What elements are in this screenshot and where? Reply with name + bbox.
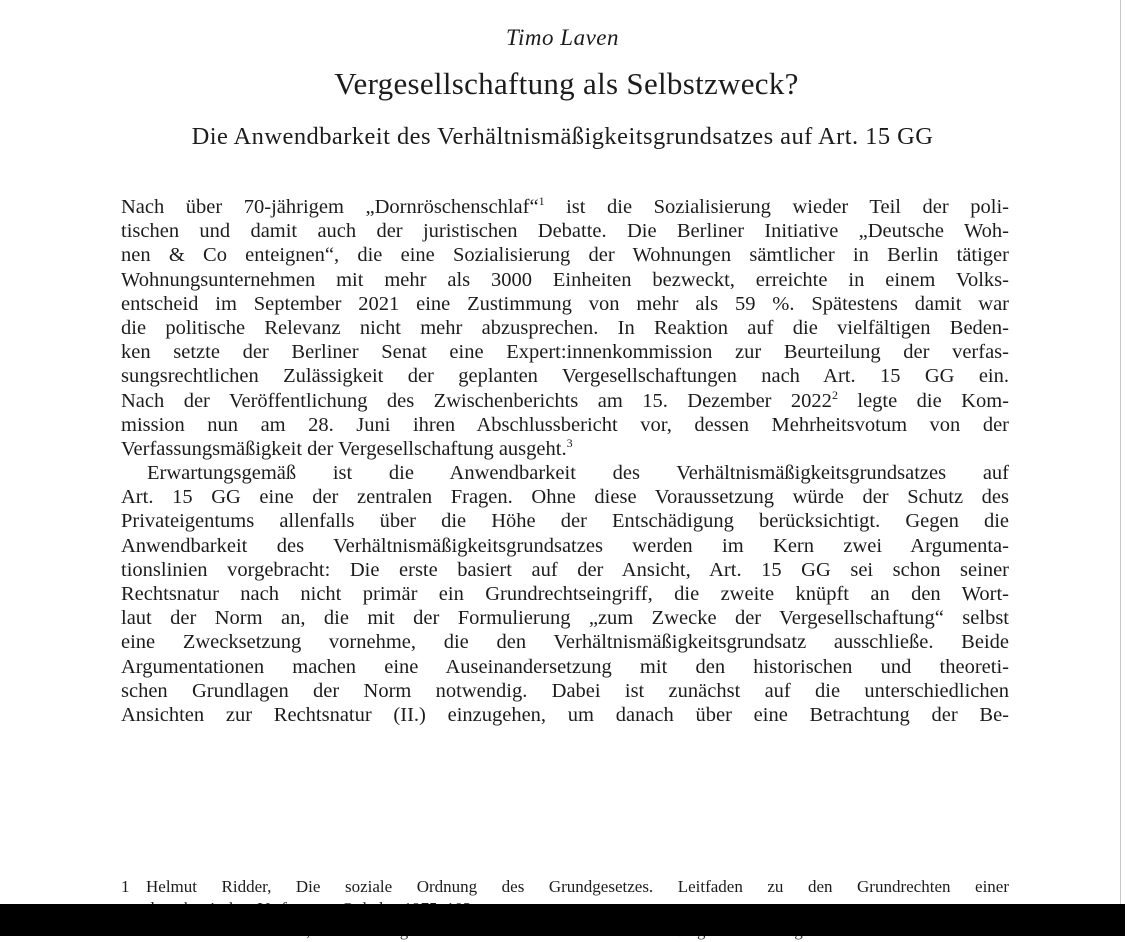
body-line-text: Anwendbarkeit des Verhältnismäßigkeitsgrundsatzes werden im Kern zwei Argumenta- <box>121 534 1009 557</box>
body-line <box>121 534 1009 558</box>
body-line <box>121 437 1009 461</box>
body-line <box>121 606 1009 630</box>
body-line-text: legte die Kom- <box>837 389 1009 412</box>
body-line <box>121 558 1009 582</box>
body-line-text: Verfassungsmäßigkeit der Vergesellschaftung ausgeht. <box>121 437 567 460</box>
body-line <box>121 316 1009 340</box>
body-line-text: laut der Norm an, die mit der Formulierung „zum Zwecke der Vergesellschaftung“ selbst <box>121 607 1009 630</box>
body-line-text: Rechtsnatur nach nicht primär ein Grundrechtseingriff, die zweite knüpft an den Wort- <box>121 583 1009 605</box>
body-line <box>121 268 1009 292</box>
body-line-text: entscheid im September 2021 eine Zustimmung von mehr als 59 %. Spätestens damit war <box>121 292 1009 315</box>
body-line <box>121 413 1009 437</box>
body-line-text: nen & Co enteignen“, die eine Sozialisierung der Wohnungen sämtlicher in Berlin tätiger <box>121 244 1009 267</box>
author-name: Timo Laven <box>506 25 619 50</box>
body-line <box>121 679 1009 703</box>
article-title: Vergesellschaftung als Selbstzweck? <box>334 66 799 101</box>
body-text <box>121 195 1009 727</box>
body-line <box>121 485 1009 509</box>
body-line-text: sungsrechtlichen Zulässigkeit der geplanten Vergesellschaftungen nach Art. 15 GG ein. <box>121 365 1009 388</box>
body-line-text: ist die Sozialisierung wieder Teil der poli- <box>544 196 1009 218</box>
body-line-text: Argumentationen machen eine Auseinandersetzung mit den historischen und theoreti- <box>121 655 1009 678</box>
body-line-text: eine Zwecksetzung vornehme, die den Verhältnismäßigkeitsgrundsatz ausschließe. Beide <box>121 631 1009 654</box>
body-line <box>121 292 1009 316</box>
body-line <box>121 655 1009 679</box>
article-subtitle: Die Anwendbarkeit des Verhältnismäßigkeitsgrundsatzes auf Art. 15 GG <box>191 123 934 150</box>
body-line-text: Erwartungsgemäß ist die Anwendbarkeit des Verhältnismäßigkeitsgrundsatzes auf <box>147 462 1009 485</box>
body-line-text: Nach der Veröffentlichung des Zwischenberichts am 15. Dezember 2022 <box>121 389 832 412</box>
body-line <box>121 219 1009 243</box>
viewer-bottom-bar <box>0 904 1125 936</box>
body-line-text: Privateigentums allenfalls über die Höhe der Entschädigung berücksichtigt. Gegen die <box>121 510 1009 533</box>
body-line-text: mission nun am 28. Juni ihren Abschlussbericht vor, dessen Mehrheitsvotum von der <box>121 413 1009 436</box>
footnote-reference[interactable]: 1 <box>538 194 545 208</box>
body-line <box>121 364 1009 388</box>
body-line-text: Nach über 70-jährigem „Dornröschenschlaf“ <box>121 196 539 218</box>
body-line-text: die politische Relevanz nicht mehr abzusprechen. In Reaktion auf die vielfältigen Beden- <box>121 316 1009 339</box>
body-line <box>121 461 1009 485</box>
body-line <box>121 703 1009 727</box>
body-line <box>121 243 1009 267</box>
footnote-reference[interactable]: 3 <box>566 435 573 450</box>
body-line-text: Ansichten zur Rechtsnatur (II.) einzugehen, um danach über eine Betrachtung der Be- <box>121 703 1009 726</box>
footnote-1-text: Helmut Ridder, Die soziale Ordnung des Grundgesetzes. Leitfaden zu den Grundrechten einer <box>146 877 1009 896</box>
body-line-text: tischen und damit auch der juristischen Debatte. Die Berliner Initiative „Deutsche Woh- <box>121 220 1009 243</box>
footnote-reference[interactable]: 2 <box>831 387 838 402</box>
body-line-text: Art. 15 GG eine der zentralen Fragen. Ohne diese Voraussetzung würde der Schutz des <box>121 486 1009 509</box>
body-line-text: tionslinien vorgebracht: Die erste basiert auf der Ansicht, Art. 15 GG sei schon seiner <box>121 558 1009 581</box>
body-line <box>121 582 1009 606</box>
body-line-text: ken setzte der Berliner Senat eine Expert:innenkommission zur Beurteilung der verfas- <box>121 341 1009 364</box>
body-line <box>121 389 1009 413</box>
body-line <box>121 630 1009 654</box>
body-line <box>121 195 1009 219</box>
footnote-number: 1 <box>121 877 130 896</box>
body-line <box>121 509 1009 533</box>
body-line <box>121 340 1009 364</box>
footnote-1-line <box>121 876 1009 898</box>
body-line-text: Wohnungsunternehmen mit mehr als 3000 Einheiten bezweckt, erreichte in einem Volks- <box>121 268 1009 291</box>
body-line-text: schen Grundlagen der Norm notwendig. Dabei ist zunächst auf die unterschiedlichen <box>121 679 1009 702</box>
